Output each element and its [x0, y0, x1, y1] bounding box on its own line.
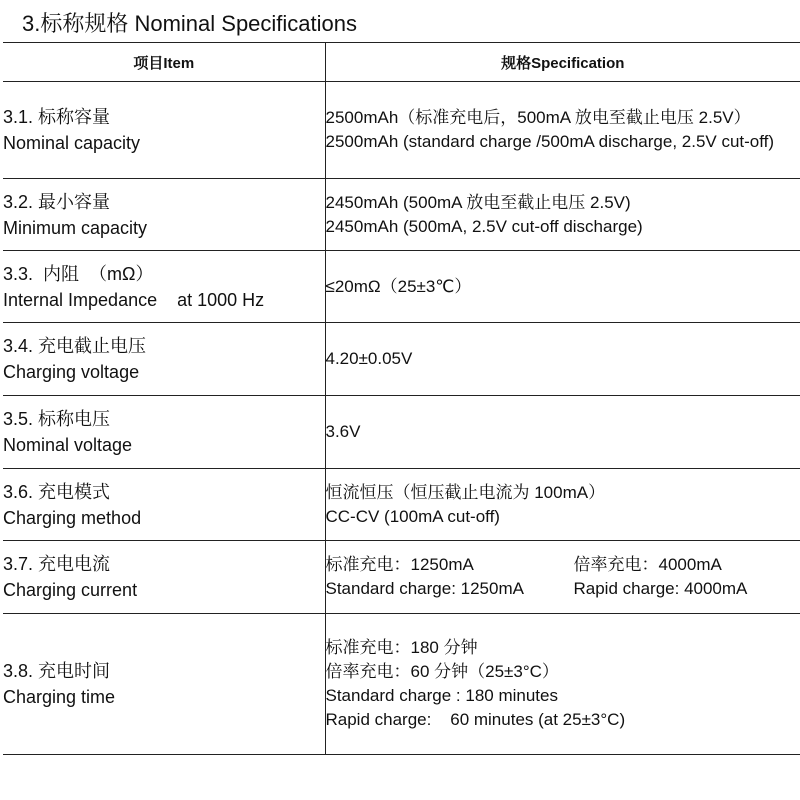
item-en: Nominal capacity [3, 133, 141, 153]
table-row [3, 323, 800, 396]
spec-line: ≤20mΩ（25±3℃） [325, 276, 472, 296]
table-row [3, 179, 800, 251]
header-specification: 规格Specification [325, 43, 800, 82]
spec-rapid: 倍率充电：4000mA [573, 555, 722, 574]
spec-line: 4.20±0.05V [325, 349, 413, 368]
table-row [3, 614, 800, 755]
item-cell [3, 541, 325, 614]
spec-line: Rapid charge: 60 minutes (at 25±3°C) [325, 710, 626, 729]
item-en: Internal Impedance at 1000 Hz [3, 289, 265, 310]
spec-standard: Standard charge: 1250mA [325, 579, 524, 598]
spec-line [326, 553, 800, 577]
item-cn: 3.8. 充电时间 [3, 661, 111, 681]
table-header-row [3, 43, 800, 82]
item-cell [3, 323, 325, 396]
spec-cell [325, 614, 800, 755]
spec-cell [325, 179, 800, 251]
item-cn: 3.7. 充电电流 [3, 554, 111, 574]
spec-line: 倍率充电：60 分钟（25±3°C） [325, 662, 559, 681]
item-cell [3, 614, 325, 755]
table-row [3, 541, 800, 614]
spec-line: 标准充电：180 分钟 [325, 638, 478, 657]
table-row [3, 396, 800, 469]
spec-cell [325, 323, 800, 396]
spec-cell [325, 541, 800, 614]
spec-line: 2450mAh (500mA 放电至截止电压 2.5V) [325, 192, 631, 212]
item-en: Charging voltage [3, 362, 140, 382]
spec-table [3, 42, 800, 755]
spec-line: 2500mAh（标准充电后，500mA 放电至截止电压 2.5V） [325, 108, 751, 127]
table-row [3, 469, 800, 541]
spec-cell [325, 396, 800, 469]
item-en: Nominal voltage [3, 435, 133, 455]
spec-line: 2500mAh (standard charge /500mA discharge, 2.5V cut-off) [325, 132, 775, 151]
item-cn: 3.3. 内阻 （mΩ） [3, 263, 154, 284]
spec-line: 3.6V [325, 422, 361, 441]
spec-cell [325, 82, 800, 179]
spec-cell [325, 469, 800, 541]
item-en: Charging time [3, 687, 116, 707]
spec-rapid: Rapid charge: 4000mA [573, 579, 748, 598]
section-title: 3.标称规格 Nominal Specifications [22, 11, 358, 36]
spec-line: Standard charge : 180 minutes [325, 686, 558, 705]
item-cell [3, 82, 325, 179]
table-row [3, 251, 800, 323]
spec-line [326, 577, 800, 601]
spec-line: 恒流恒压（恒压截止电流为 100mA） [325, 482, 606, 502]
item-cell [3, 251, 325, 323]
item-cell [3, 179, 325, 251]
item-cn: 3.6. 充电模式 [3, 481, 111, 502]
item-cn: 3.4. 充电截止电压 [3, 336, 147, 356]
spec-standard: 标准充电：1250mA [325, 555, 474, 574]
item-cn: 3.2. 最小容量 [3, 191, 111, 212]
item-en: Minimum capacity [3, 217, 148, 238]
spec-line: 2450mAh (500mA, 2.5V cut-off discharge) [325, 216, 643, 236]
item-cell [3, 469, 325, 541]
spec-cell [325, 251, 800, 323]
item-cn: 3.5. 标称电压 [3, 409, 111, 429]
spec-line: CC-CV (100mA cut-off) [325, 506, 500, 526]
item-cell [3, 396, 325, 469]
header-item: 项目Item [3, 43, 325, 82]
table-row [3, 82, 800, 179]
item-en: Charging method [3, 507, 142, 528]
item-en: Charging current [3, 580, 138, 600]
item-cn: 3.1. 标称容量 [3, 107, 111, 127]
